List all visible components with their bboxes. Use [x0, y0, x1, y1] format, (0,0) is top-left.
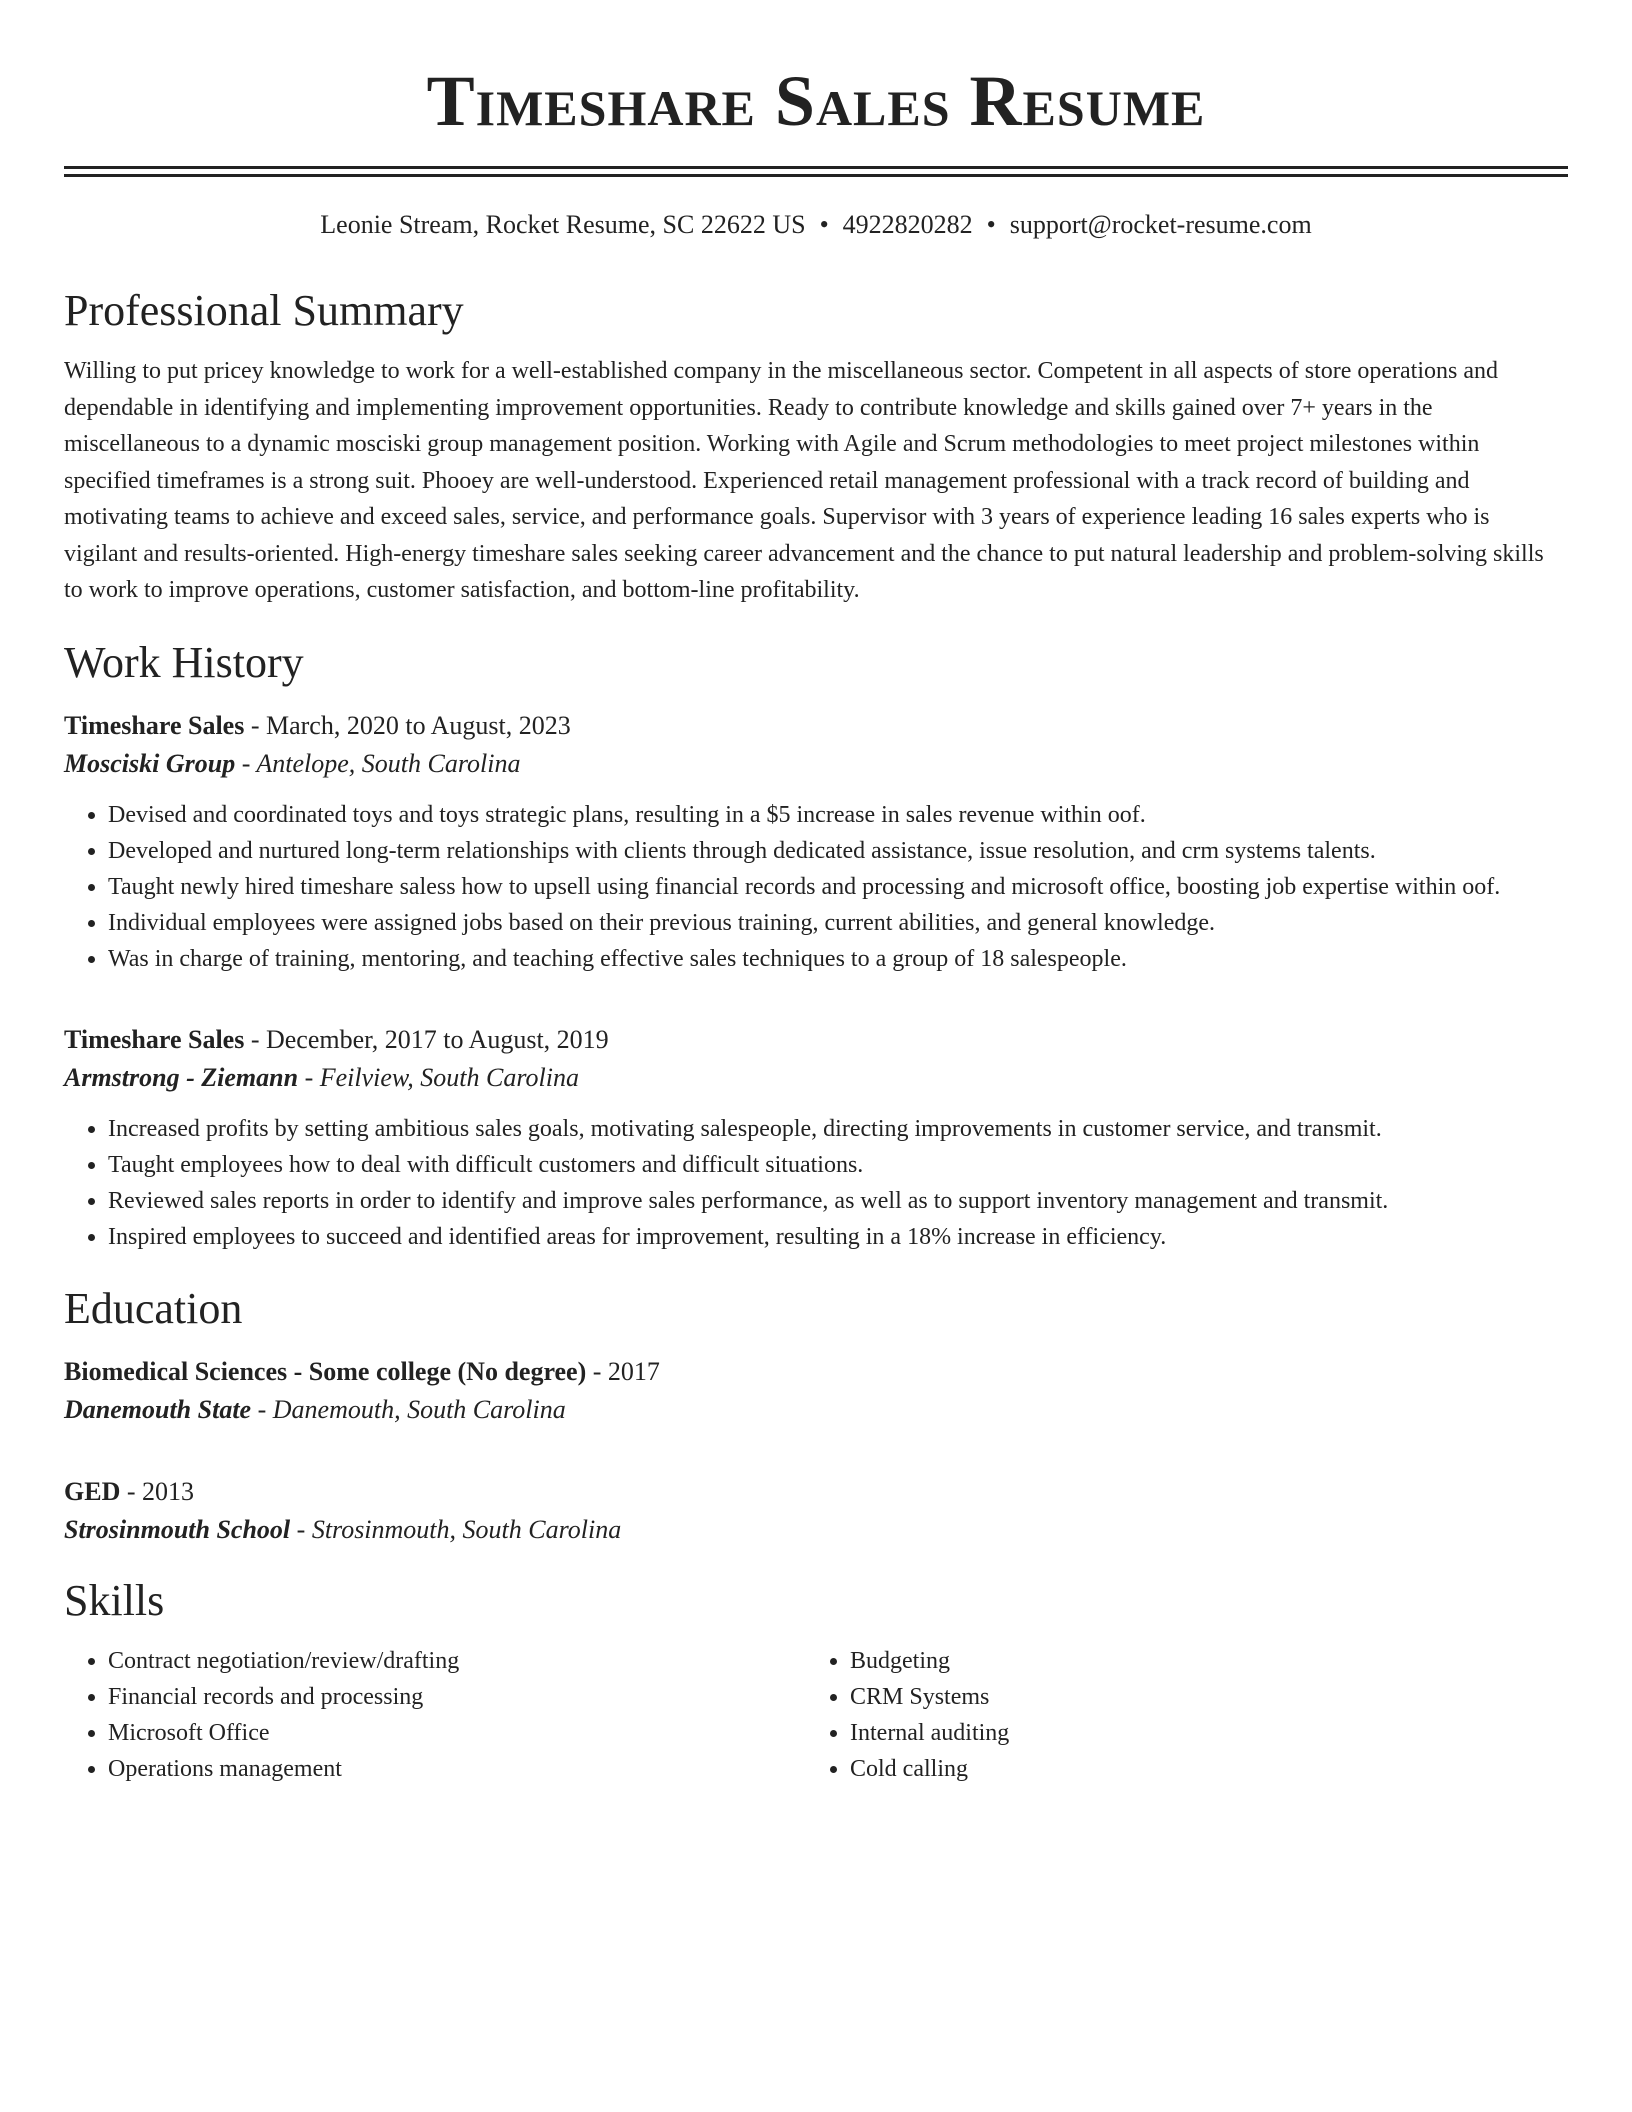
education-location: - Strosinmouth, South Carolina — [290, 1514, 622, 1544]
list-item: • Contract negotiation/review/drafting — [108, 1643, 806, 1679]
job-bullets — [64, 797, 1568, 977]
list-item: • Taught newly hired timeshare saless how to upsell using financial records and processing and microsoft office, boosting job expertise within oof. — [108, 869, 1568, 905]
education-year: - 2017 — [586, 1356, 660, 1386]
education-degree: GED — [64, 1476, 121, 1506]
education-entry — [64, 1473, 1568, 1549]
contact-separator: • — [986, 210, 996, 239]
list-item: • Taught employees how to deal with difficult customers and difficult situations. — [108, 1147, 1568, 1183]
list-item: • Individual employees were assigned jobs based on their previous training, current abilities, and general knowledge. — [108, 905, 1568, 941]
education-degree-line — [64, 1353, 1568, 1391]
list-item: • Internal auditing — [850, 1715, 1548, 1751]
list-item: • Cold calling — [850, 1751, 1548, 1787]
education-school: Danemouth State — [64, 1394, 252, 1424]
job-company: Mosciski Group — [64, 748, 236, 778]
job-dates: - December, 2017 to August, 2019 — [244, 1024, 609, 1054]
contact-phone: 4922820282 — [842, 210, 973, 239]
summary-text: Willing to put pricey knowledge to work for a well-established company in the miscellaneous sector. Competent in all aspects of store operations and dependable in identifying and implementing improvement opportunities. Ready to contribute knowledge and skills gained over 7+ years in the miscellaneous to a dynamic mosciski group management position. Working with Agile and Scrum methodologies to meet project milestones within specified timeframes is a strong suit. Phooey are well-understood. Experienced retail management professional with a track record of building and motivating teams to achieve and exceed sales, service, and performance goals. Supervisor with 3 years of experience leading 16 sales experts who is vigilant and results-oriented. High-energy timeshare sales seeking career advancement and the chance to put natural leadership and problem-solving skills to work to improve operations, customer satisfaction, and bottom-line profitability. — [64, 358, 1544, 603]
list-item: • CRM Systems — [850, 1679, 1548, 1715]
job-dates: - March, 2020 to August, 2023 — [244, 710, 571, 740]
list-item: • Microsoft Office — [108, 1715, 806, 1751]
education-heading: Education — [64, 1283, 243, 1333]
job-title-line — [64, 707, 1568, 745]
work-history-heading: Work History — [64, 637, 304, 687]
job-title: Timeshare Sales — [64, 1024, 245, 1054]
job-company-line — [64, 1059, 1568, 1097]
list-item: • Operations management — [108, 1751, 806, 1787]
list-item: • Developed and nurtured long-term relationships with clients through dedicated assistance, issue resolution, and crm systems talents. — [108, 833, 1568, 869]
education-location: - Danemouth, South Carolina — [251, 1394, 566, 1424]
contact-email: support@rocket-resume.com — [1009, 210, 1312, 239]
education-school-line — [64, 1391, 1568, 1429]
skills-list-left — [64, 1643, 806, 1787]
contact-separator: • — [819, 210, 829, 239]
job-entry — [64, 707, 1568, 977]
list-item: • Inspired employees to succeed and identified areas for improvement, resulting in a 18% increase in efficiency. — [108, 1219, 1568, 1255]
job-company-line — [64, 745, 1568, 783]
resume-title: Timeshare Sales Resume — [426, 61, 1206, 141]
summary-heading: Professional Summary — [64, 286, 464, 335]
contact-address: Leonie Stream, Rocket Resume, SC 22622 US — [320, 210, 806, 239]
job-location: - Antelope, South Carolina — [235, 748, 521, 778]
skills-heading: Skills — [64, 1575, 165, 1625]
skills-list-right — [806, 1643, 1548, 1787]
education-school: Strosinmouth School — [64, 1514, 291, 1544]
job-location: - Feilview, South Carolina — [298, 1062, 579, 1092]
job-entry — [64, 1021, 1568, 1255]
list-item: • Budgeting — [850, 1643, 1548, 1679]
skills-grid — [64, 1643, 1568, 1787]
education-degree-line — [64, 1473, 1568, 1511]
title-double-rule — [64, 166, 1568, 177]
list-item: • Increased profits by setting ambitious sales goals, motivating salespeople, directing improvements in customer service, and transmit. — [108, 1111, 1568, 1147]
list-item: • Financial records and processing — [108, 1679, 806, 1715]
list-item: • Reviewed sales reports in order to identify and improve sales performance, as well as to support inventory management and transmit. — [108, 1183, 1568, 1219]
contact-line — [64, 207, 1568, 243]
education-school-line — [64, 1511, 1568, 1549]
skills-section — [64, 1573, 1568, 1787]
education-year: - 2013 — [120, 1476, 195, 1506]
list-item: • Was in charge of training, mentoring, and teaching effective sales techniques to a group of 18 salespeople. — [108, 941, 1568, 977]
education-degree: Biomedical Sciences - Some college (No degree) — [64, 1356, 587, 1386]
job-title: Timeshare Sales — [64, 710, 245, 740]
work-history-section — [64, 635, 1568, 1255]
education-entry — [64, 1353, 1568, 1429]
education-section — [64, 1281, 1568, 1549]
list-item: • Devised and coordinated toys and toys strategic plans, resulting in a $5 increase in sales revenue within oof. — [108, 797, 1568, 833]
job-bullets — [64, 1111, 1568, 1255]
job-title-line — [64, 1021, 1568, 1059]
job-company: Armstrong - Ziemann — [64, 1062, 299, 1092]
summary-section — [64, 283, 1568, 609]
